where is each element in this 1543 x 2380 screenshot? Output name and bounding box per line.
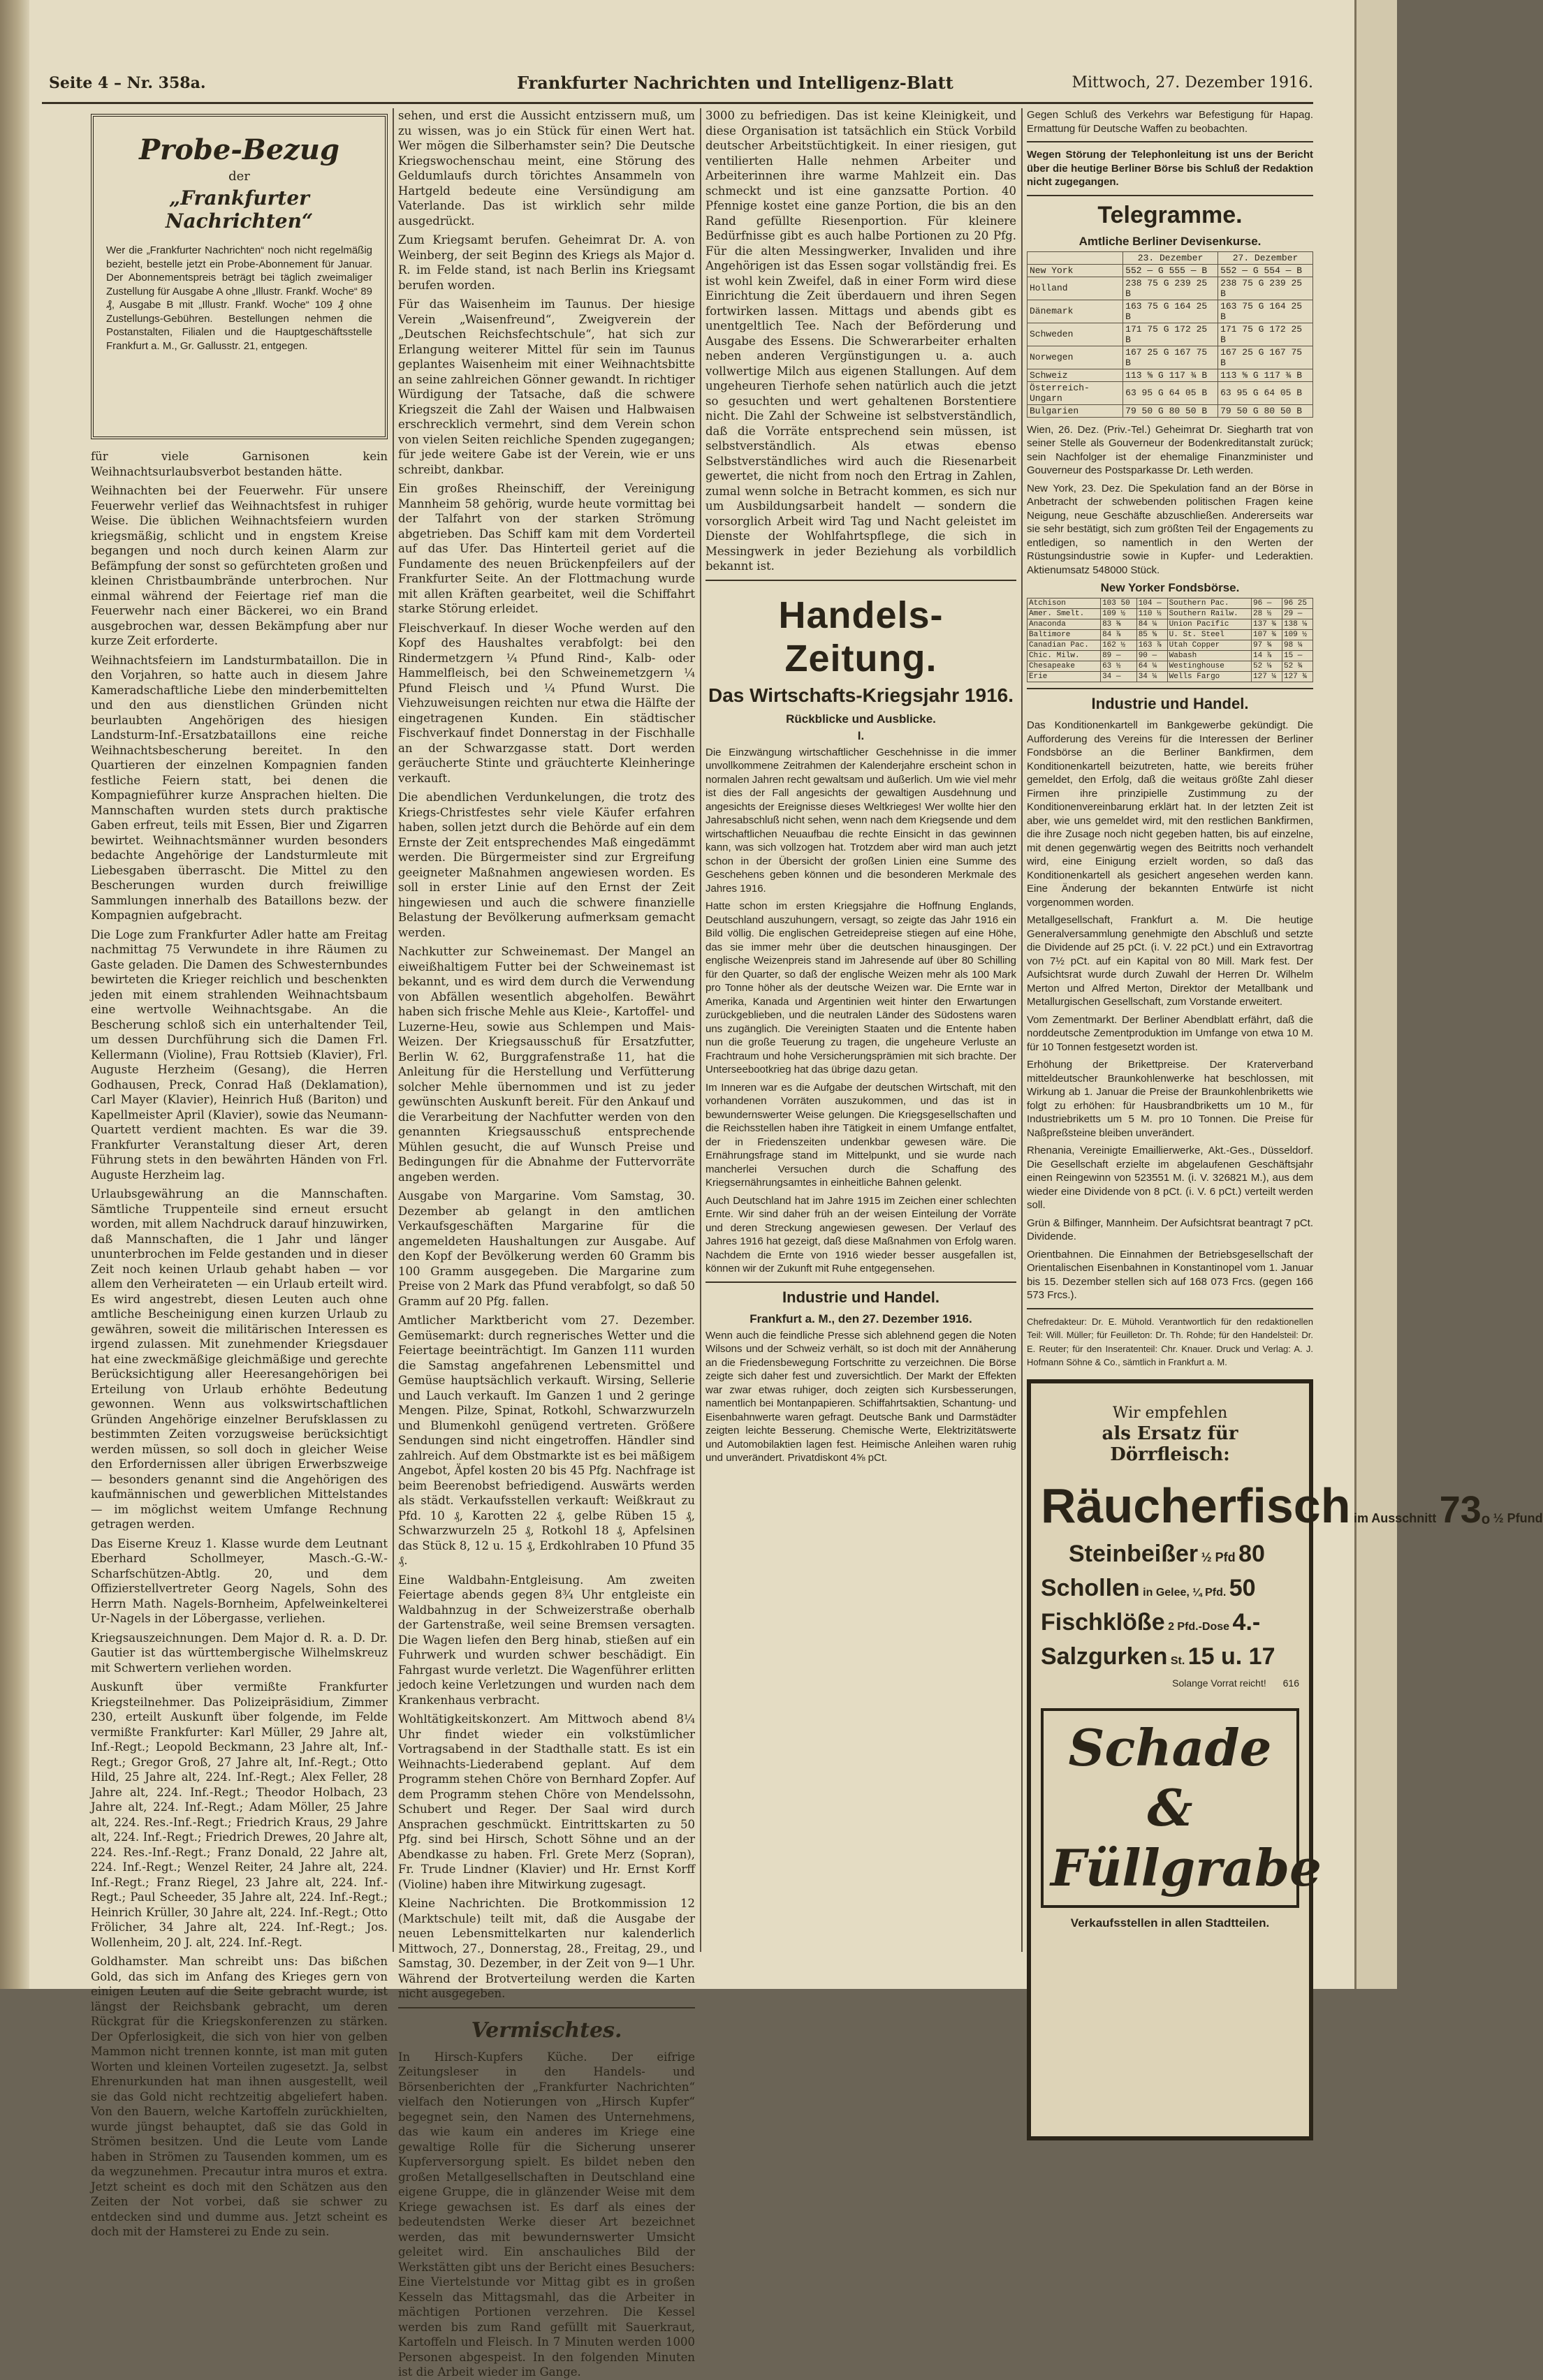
table-cell: Chic. Milw. <box>1028 651 1101 661</box>
editor-credits: Chefredakteur: Dr. E. Mühold. Verantwortlich für den redaktionellen Teil: Will. Müller; für Feuilleton: Dr. Th. Rohde; für den Handelsteil: Dr. E. Reuter; für den Inseratenteil: Chr. Knauer. Druck und Verlag: A. J. Hofmann Söhne & Co., sämtlich in Frankfurt a. M. <box>1027 1316 1313 1367</box>
table-row <box>1028 381 1313 404</box>
table-cell: 83 ⅜ <box>1101 619 1137 630</box>
ad-item: Räucherfisch im Ausschnitt 73ₒ ½ Pfund <box>1041 1478 1543 1533</box>
article-paragraph: Weihnachten bei der Feuerwehr. Für unsere Feuerwehr verlief das Weihnachtsfest in ruhiger Weise. Die üblichen Weihnachtsfeiern wurden kriegsmäßig, schlicht und in engstem Kreise begangen und noch durch keinen Alarm zur Befämpfung der sonst so gefürchteten großen und kleinen Christbaumbrände unterbrochen. Nur einmal während der Feiertage rief man die Feuerwehr nach einer Bäckerei, wo ein Brand ausgebrochen war, dessen Bekämpfung aber nur kurze Zeit erforderte. <box>91 484 388 647</box>
table-cell: 84 ⅞ <box>1101 630 1137 640</box>
masthead: Frankfurter Nachrichten und Intelligenz-Blatt <box>517 73 953 93</box>
table-cell: 79 50 G 80 50 B <box>1123 404 1218 417</box>
ad-item-desc: in Gelee, ¼ Pfd. <box>1143 1586 1227 1599</box>
article-paragraph: Wenn auch die feindliche Presse sich ablehnend gegen die Noten Wilsons und der Schweiz verhält, so ist doch mit der Annäherung an die Friedensbewegung Fortschritte zu verzeichnen. Die Börse zeigte sich daher fest und zuversichtlich. Der Markt der Effekten war zwar etwas ruhiger, doch zeigten sich Kursbesserungen, namentlich bei Montanpapieren. Schiffahrtsaktien, Schantung- und Eisenbahnwerte waren gefragt. Deutsche Bank und Darmstädter zeigten leichte Besserung. Chemische Werte, Elektrizitätswerte und Automobilaktien lagen fest. Heimische Anleihen waren ruhig und unverändert. Privatdiskont 4⅝ pCt. <box>705 1329 1016 1464</box>
section-divider <box>1027 688 1313 689</box>
table-cell: Southern Pac. <box>1167 598 1251 609</box>
article-paragraph: Ausgabe von Margarine. Vom Samstag, 30. Dezember ab gelangt in den amtlichen Verkaufsgeschäften Margarine für die angemeldeten Haushaltungen zur Ausgabe. Auf den Kopf der Bevölkerung werden 60 Gramm bis 100 Gramm ausgegeben. Die Margarine zum Preise von 2 Mark das Pfund verabfolgt, so daß 50 Gramm auf 20 Pfg. fallen. <box>398 1189 695 1308</box>
table-row <box>1028 404 1313 417</box>
table-cell: 167 25 G 167 75 B <box>1218 346 1313 369</box>
article-paragraph: Nachkutter zur Schweinemast. Der Mangel an eiweißhaltigem Futter bei der Schweinemast ist bekannt, und es wird dem durch die Verwendung von Abfällen wesentlich abgeholfen. Bewährt haben sich frische Mehle aus Kleie-, Kartoffel- und Luzerne-Heu, sowie aus Schlempen und Mais-Weizen. Der Kriegsausschuß für Ersatzfutter, Berlin W. 62, Burggrafenstraße 11, hat die Anleitung für die Herstellung und Verfütterung solcher Mehle übernommen und ist zu jeder gewünschten Auskunft bereit. Für den Ankauf und die Verarbeitung der Nachfutter werden von den genannten Kriegsausschuß entsprechende Mühlen gesucht, die auf Wunsch Preise und Bedingungen für die Abnahme der Futtervorräte angeben werden. <box>398 945 695 1184</box>
table-row <box>1028 346 1313 369</box>
table-cell: Anaconda <box>1028 619 1101 630</box>
table-row <box>1028 277 1313 300</box>
table-row <box>1028 300 1313 323</box>
article-paragraph: Vom Zementmarkt. Der Berliner Abendblatt erfährt, daß die norddeutsche Zementproduktion im Umfange von etwa 10 M. für 10 Tonnen festgesetzt worden ist. <box>1027 1013 1313 1053</box>
article-paragraph: Erhöhung der Brikettpreise. Der Kraterverband mitteldeutscher Braunkohlenwerke hat beschlossen, mit Wirkung ab 1. Januar die Preise der Braunkohlenbriketts wie folgt zu erhöhen: für Hausbrandbriketts um 10 M., für Industriebriketts um 5 M. pro 10 Tonnen. Die Preise für Naßpreßsteine bleiben unverändert. <box>1027 1059 1313 1139</box>
table-cell: Wabash <box>1167 651 1251 661</box>
ad-item <box>1041 1643 1299 1670</box>
table-cell: Amer. Smelt. <box>1028 609 1101 619</box>
ad-item-unit: ½ Pfd <box>1201 1550 1236 1564</box>
ad-item-name: Schollen <box>1041 1574 1140 1601</box>
table-cell: 163 75 G 164 25 B <box>1123 300 1218 323</box>
ad-item-price: 50 <box>1229 1574 1256 1601</box>
table-cell: New York <box>1028 264 1123 277</box>
table-row <box>1028 651 1313 661</box>
article-paragraph: Zum Kriegsamt berufen. Geheimrat Dr. A. von Weinberg, der seit Beginn des Kriegs als Major d. R. im Felde stand, ist nach Berlin ins Kriegsamt berufen worden. <box>398 233 695 292</box>
article-paragraph: In Hirsch-Kupfers Küche. Der eifrige Zeitungsleser in den Handels- und Börsenberichten der „Frankfurter Nachrichten“ vielfach den Notierungen von „Hirsch Kupfer“ begegnet sein, den Namen des Unternehmens, das wie kaum ein anderes im Kriege eine gewaltige Rolle für die Sicherung unserer Kupferversorgung spielt. Es bildet neben den großen Metallgesellschaften in Deutschland eine eigene Gruppe, die in glänzender Weise mit dem Kriege gewachsen ist. Es darf als eines der bedeutendsten Werke dieser Art bezeichnet werden, das mit bewundernswerter Umsicht geleitet wird. Ein anschauliches Bild der Werkstätten gibt uns der Bericht eines Besuchers: Eine Viertelstunde vor Mittag gibt es in großen Kesseln das Mittagsmahl, das die Arbeiter in mächtigen Portionen verzehren. Die Kessel werden bis zum Rand gefüllt mit Sauerkraut, Kartoffeln und Fleisch. In 7 Minuten werden 1000 Personen abgespeist. In den folgenden Minuten ist die Arbeit wieder im Gange. <box>398 2050 695 2379</box>
table-cell: U. St. Steel <box>1167 630 1251 640</box>
subscription-paper: „Frankfurter Nachrichten“ <box>165 186 314 233</box>
handels-zeitung-title: Handels-Zeitung. <box>778 594 944 680</box>
section-divider <box>705 580 1016 581</box>
ad-item-price: 4.- <box>1232 1608 1261 1636</box>
ad-subtitle: als Ersatz für Dörrfleisch: <box>1102 1423 1238 1465</box>
article-paragraph: Eine Waldbahn-Entgleisung. Am zweiten Feiertage abends gegen 8¾ Uhr entgleiste ein Waldbahnzug in der Schweizerstraße oberhalb der Gartenstraße, weil seine Bremsen versagten. Die Wagen liefen den Berg hinab, stießen auf ein Fuhrwerk und wurden schwer beschädigt. Ein Fahrgast wurde verletzt. Die Wagenführer erlitten jedoch keine Verletzungen und wurden nach dem Krankenhaus verbracht. <box>398 1573 695 1707</box>
article-paragraph: sehen, und erst die Aussicht entzissern muß, um zu wissen, was jo ein Stück für einen Wert hat. Wer mögen die Silberhamster sein? Die Deutsche Kriegswochenschau meint, eine Störung des Geldumlaufs durch törichtes Ansammeln von Hartgeld bedeute eine Versündigung am Vaterlande. Das ist wirklich sehr milde ausgedrückt. <box>398 109 695 228</box>
table-row <box>1028 640 1313 651</box>
advertisement <box>1027 1379 1543 2140</box>
table-header-row <box>1028 251 1313 264</box>
table-cell: 171 75 G 172 25 B <box>1123 323 1218 346</box>
column-4 <box>1027 108 1543 1952</box>
table-cell: Baltimore <box>1028 630 1101 640</box>
table-cell: 89 — <box>1101 651 1137 661</box>
article-paragraph: Die abendlichen Verdunkelungen, die trotz des Kriegs-Christfestes sehr viele Käufer erfahren haben, sollen jetzt durch die Behörde auf ein dem Ernste der Zeit entsprechendes Maß eingedämmt werden. Die Bürgermeister sind zur Ergreifung geeigneter Maßnahmen angewiesen worden. Es soll in erster Linie auf den Ernst der Zeit hingewiesen und auch die schwere finanzielle Belastung der Bevölkerung aufmerksam gemacht werden. <box>398 791 695 939</box>
table-cell: 109 ½ <box>1282 630 1312 640</box>
ad-item-desc: St. <box>1170 1654 1185 1667</box>
table-cell: Atchison <box>1028 598 1101 609</box>
article-paragraph: 3000 zu befriedigen. Das ist keine Kleinigkeit, und diese Organisation ist tatsächlich ein Stück Vorbild deutscher Arbeitstüchtigkeit. In einer riesigen, gut ventilierten Halle nehmen Arbeiter und Arbeiterinnen ihre warme Mahlzeit ein. Das schmeckt und ist eine ganzsatte Portion. 40 Pfennige kostet eine ganze Portion, die bis an den Rand gefüllte Riesenportion. Für kleinere Bedürfnisse gibt es auch halbe Portionen zu 20 Pfg. Für die alten Messingwerker, Invaliden und ihre Angehörigen ist das Essen sogar vollständig frei. Es ist wohl kein Zweifel, daß in einer Form wird diese Einrichtung die Zeit überdauern und ihren Segen fortwirken lassen. Mittags und abends gibt es unentgeltlich Tee. Nach der Beförderung und Ausgabe des Essens. Die Schwerarbeiter erhalten neben anderen Vergünstigungen u. a. auch vollwertige Milch aus eigenen Stallungen. Auf dem ungeheuren Tierhofe sehen natürlich auch die jetzt so gesuchten und wert gehaltenen Borstentiere nicht. Die Zahl der Schweine ist selbstverständlich, daß die Vorräte entsprechend sein müssen, ist selbstverständlich. Als etwas ebenso Selbstverständliches wird auch die Riesenarbeit gewertet, die nicht from noch den Ertrag in Zahlen, zumal wenn solche in Betracht kommen, es sich nur um Ausbildungsarbeit handelt — sondern die vorsorglich Arbeit wird Tag und Nacht geleistet im Dienste der Wohlfahrtspflege, die sich in Messingwerk in jeder Beziehung als vorbildlich bekannt ist. <box>705 109 1016 573</box>
table-cell: Dänemark <box>1028 300 1123 323</box>
ad-note: Solange Vorrat reicht! <box>1172 1677 1266 1689</box>
column-3 <box>705 108 1016 1952</box>
table-header-cell <box>1028 251 1123 264</box>
ad-item-price: 73 <box>1439 1488 1482 1531</box>
article-paragraph: Metallgesellschaft, Frankfurt a. M. Die heutige Generalversammlung genehmigte den Abschluß und setzte die Dividende auf 25 pCt. (i. V. 22 pCt.) und ein Extravortrag von 7½ pCt. auf ein Kapital von 80 Mill. Mark fest. Der Aufsichtsrat wurde durch Zuwahl der Herren Dr. Wilhelm Merton und Alfred Merton, Direktor der Metallbank und Metallurgischen Gesellschaft, zum Vorstande erweitert. <box>1027 914 1313 1008</box>
table-cell: 162 ½ <box>1101 640 1137 651</box>
table-cell: 34 ¼ <box>1136 672 1167 682</box>
telegramme-title: Telegramme. <box>1097 201 1243 228</box>
article-paragraph: New York, 23. Dez. Die Spekulation fand an der Börse in Anbetracht der schwebenden politischen Fragen keine Neigung, neue Geschäfte abzuschließen. Andererseits war sie sehr bestätigt, sich zum größten Teil der Engagements zu entledigen, so namentlich in den Werten der Rüstungsindustrie sowie in Kupfer- und Lederaktien. Aktienumsatz 548000 Stück. <box>1027 482 1313 576</box>
dateline: Frankfurt a. M., den 27. Dezember 1916. <box>749 1312 972 1325</box>
table-cell: 552 — G 554 — B <box>1218 264 1313 277</box>
table-cell: 98 ¼ <box>1282 640 1312 651</box>
page-header <box>42 70 1313 98</box>
fx-table <box>1027 251 1313 418</box>
table-row <box>1028 619 1313 630</box>
table-cell: 28 ½ <box>1252 609 1282 619</box>
article-paragraph: Rhenania, Vereinigte Emaillierwerke, Akt.-Ges., Düsseldorf. Die Gesellschaft erzielte im abgelaufenen Geschäftsjahr einen Reingewinn von 523551 M. (i. V. 326821 M.), aus dem wieder eine Dividende von 8 pCt. (i. V. 6 pCt.) verteilt werden soll. <box>1027 1145 1313 1211</box>
ad-item-name: Räucherfisch <box>1041 1478 1351 1533</box>
article-paragraph: Weihnachtsfeiern im Landsturmbataillon. Die in den Vorjahren, so hatte auch in diesem Jahre Kameradschaftliche Liebe den minderbemittelten und den aus dienstlichen Gründen nicht beurlaubten Angehörigen des hiesigen Landsturm-Inf.-Ersatzbataillons eine reiche Weihnachtsbescherung bereitet. In den Quartieren der einzelnen Kompagnien fanden festliche Feiern statt, bei denen die Kompagnieführer kurze Ansprachen hielten. Die Mannschaften wurden stets durch praktische Gaben erfreut, teils mit Essen, Bier und Zigarren bewirtet. Weihnachtsmänner wurden besonders bedachte Angehörige der Landsturmleute mit Liebesgaben überrascht. Die Mittel zu den Bescherungen wurden durch freiwillige Sammlungen innerhalb des Bataillons bezw. der Kompagnien aufgebracht. <box>91 653 388 922</box>
ad-footer: Verkaufsstellen in allen Stadtteilen. <box>1070 1916 1270 1930</box>
section-title-industrie: Industrie und Handel. <box>1091 695 1249 712</box>
column-rule <box>1021 108 1023 1952</box>
table-cell: 167 25 G 167 75 B <box>1123 346 1218 369</box>
ad-intro: Wir empfehlen <box>1112 1404 1228 1422</box>
table-cell: Westinghouse <box>1167 661 1251 672</box>
article-paragraph: Das Konditionenkartell im Bankgewerbe gekündigt. Die Aufforderung des Vereins für die Interessen der Berliner Fondsbörse an die Berliner Bankfirmen, dem Konditionenkartell beizutreten, hatte, wie bereits früher gemeldet, den Erfolg, daß die weitaus größte Zahl dieser Firmen ihre prinzipielle Zustimmung zu der Konditionenvereinbarung erklärt hat. In der letzten Zeit ist aber, wie uns gemeldet wird, mit den restlichen Bankfirmen, die ihre Zusage noch nicht gegeben hatten, bis auf einzelne, mit denen gegenwärtig wegen des Beitritts noch verhandelt wird, eine Einigung erzielt worden, so daß das Konditionenkartell als gesichert angesehen werden kann. Eine Änderung der bekannten Entwürfe ist nicht vorgenommen worden. <box>1027 719 1313 909</box>
ad-code: 616 <box>1282 1677 1299 1689</box>
subscription-der: der <box>228 169 250 184</box>
article-subheadline: Rückblicke und Ausblicke. <box>786 712 936 726</box>
table-cell: 34 — <box>1101 672 1137 682</box>
table-row <box>1028 323 1313 346</box>
table-cell: 113 ⅝ G 117 ¾ B <box>1123 369 1218 381</box>
ad-item-unit: ½ Pfund <box>1493 1511 1543 1525</box>
ad-item <box>1041 1575 1299 1602</box>
ad-shop-name: Schade & Füllgrabe <box>1041 1708 1299 1908</box>
ad-item-name: Fischklöße <box>1041 1608 1165 1636</box>
ad-item-price: 80 <box>1238 1540 1265 1567</box>
table-cell: 63 95 G 64 05 B <box>1123 381 1218 404</box>
table-cell: 96 25 <box>1282 598 1312 609</box>
table-cell: Holland <box>1028 277 1123 300</box>
article-paragraph: Auch Deutschland hat im Jahre 1915 im Zeichen einer schlechten Ernte. Wir sind daher früh an der weisen Einteilung der Vorräte und deren Streckung angewiesen gewesen. Der Verlauf des Jahres 1916 hat gezeigt, daß diese Maßnahmen von Erfolg waren. Nachdem die Ernte von 1916 wieder besser ausgefallen ist, können wir der Zukunft mit Ruhe entgegensehen. <box>705 1194 1016 1275</box>
table-cell: 127 ¼ <box>1252 672 1282 682</box>
table-cell: 79 50 G 80 50 B <box>1218 404 1313 417</box>
table-cell: 52 ¾ <box>1282 661 1312 672</box>
table-cell: 137 ¾ <box>1252 619 1282 630</box>
table-cell: 104 — <box>1136 598 1167 609</box>
article-paragraph: Fleischverkauf. In dieser Woche werden auf den Kopf des Haushaltes verabfolgt: bei den Rindermetzgern ¼ Pfund Rind-, Kalb- oder Hammelfleisch, bei den Schweinemetzgern ¼ Pfund Fleisch und ¼ Pfund Wurst. Die Viehzuweisungen reichten nur etwa die Hälfte der eingetragenen Kunden. Ein städtischer Fischverkauf findet Donnerstag in der Fischhalle an der Schwarzgasse statt. Dort werden geräucherte Stinte und gräuchterte Kleinheringe verkauft. <box>398 621 695 785</box>
article-paragraph: Urlaubsgewährung an die Mannschaften. Sämtliche Truppenteile sind erneut ersucht worden, mit allem Nachdruck darauf hinzuwirken, daß Mannschaften, die 1 Jahr und länger ununterbrochen im Felde gestanden und in dieser Zeit noch keinen Urlaub gehabt haben — vor allem den Verheirateten — ein Urlaub erteilt wird. Es wird angestrebt, diesen Leuten auch ohne amtliche Bescheinigung einen kurzen Urlaub zu gewähren, soweit die militärischen Interessen es irgend zulassen. Mit zunehmender Kriegsdauer hat eine zweckmäßige gleichmäßige und gerechte Berücksichtigung aller Heeresangehörigen bei Erteilung von Urlaub erhöhte Bedeutung gewonnen. Wenn aus volkswirtschaftlichen Gründen Angehörige einzelner Berufsklassen zu bestimmten Zeiten vorzugsweise berücksichtigt werden müssen, so soll doch in gleicher Weise den Erfordernissen aller übrigen Erwerbszweige — besonders genannt sind die Angehörigen des kaufmännischen und gewerblichen Mittelstandes — im möglichst weitem Umfange Rechnung getragen werden. <box>91 1187 388 1531</box>
table-row <box>1028 661 1313 672</box>
article-paragraph: Goldhamster. Man schreibt uns: Das bißchen Gold, das sich im Anfang des Krieges gern von einigen Leuten auf die Seite gebracht wurde, ist längst der Reichsbank gebracht, um deren Rückgrat für die Kriegskonferenzen zu stärken. Der Opferlosigkeit, die sich von hier von gelben Mammon nicht trennen konnte, ist man mit guten Worten und kleinen Vorteilen zugesetzt. Ja, selbst Ehrenurkunden hat man ihnen ausgestellt, weil sie das Gold nicht rechtzeitig abgeliefert haben. Von den Bauern, welche Kartoffeln zurückhielten, wurde jüngst behauptet, daß sie das Gold in Strömen besitzen. Und die Leute vom Lande haben in Strömen zu Tausenden kommen, um es da wegzunehmen. Precautur intra muros et extra. Jetzt scheint es doch mit den Schätzen aus den Zeiten der Not vorbei, daß sie schwer zu entdecken sind und dumme aus. Jetzt scheint es doch mit der Hamsterei zu Ende zu sein. <box>91 1955 388 2238</box>
ad-item <box>1041 1541 1299 1568</box>
ny-table <box>1027 598 1313 682</box>
table-cell: 171 75 G 172 25 B <box>1218 323 1313 346</box>
subscription-title: Probe-Bezug <box>139 133 339 166</box>
table-row <box>1028 630 1313 640</box>
table-cell: Canadian Pac. <box>1028 640 1101 651</box>
subscription-text: Wer die „Frankfurter Nachrichten“ noch nicht regelmäßig bezieht, bestelle jetzt ein Probe-Abonnement für Januar. Der Abonnementspreis beträgt bei täglich zweimaliger Zustellung für Ausgabe A ohne „Illustr. Frankf. Woche“ 89 ₰, Ausgabe B mit „Illustr. Frankf. Woche“ 109 ₰ ohne Zustellungs-Gebühren. Bestellungen nehmen die Postanstalten, Filialen und die Hauptgeschäftsstelle Frankfurt a. M., Gr. Gallusstr. 21, entgegen. <box>106 244 372 352</box>
table-cell: Österreich-Ungarn <box>1028 381 1123 404</box>
table-cell: 107 ¾ <box>1252 630 1282 640</box>
table-cell: 84 ¼ <box>1136 619 1167 630</box>
ad-item-price: 15 u. 17 <box>1187 1643 1275 1670</box>
table-cell: Southern Railw. <box>1167 609 1251 619</box>
article-paragraph: Das Eiserne Kreuz 1. Klasse wurde dem Leutnant Eberhard Schollmeyer, Masch.-G.-W.-Scharfschützen-Abtlg. 20, und dem Offizierstellvertreter Georg Nagels, Sohn des Herrn Math. Nagels-Bornheim, Apfelweinkelterei Ur-Nagels in der Löbergasse, verliehen. <box>91 1536 388 1625</box>
table-cell: Schweiz <box>1028 369 1123 381</box>
ad-item-desc: 2 Pfd.-Dose <box>1168 1620 1230 1633</box>
column-rule <box>700 108 701 1952</box>
article-headline: Das Wirtschafts-Kriegsjahr 1916. <box>708 684 1014 706</box>
table-cell: 52 ⅛ <box>1252 661 1282 672</box>
table-cell: 97 ¾ <box>1252 640 1282 651</box>
column-2 <box>398 108 695 2379</box>
article-paragraph: Kriegsauszeichnungen. Dem Major d. R. a. D. Dr. Gautier ist das württembergische Wilhelmskreuz mit Schwertern verliehen worden. <box>91 1631 388 1675</box>
article-paragraph: Orientbahnen. Die Einnahmen der Betriebsgesellschaft der Orientalischen Eisenbahnen in Konstantinopel vom 1. Januar bis 15. Dezember stellen sich auf 168 073 Frcs. (gegen 166 573 Frcs.). <box>1027 1248 1313 1301</box>
table-cell: 127 ¾ <box>1282 672 1312 682</box>
table-header-cell: 27. Dezember <box>1218 251 1313 264</box>
table-row <box>1028 598 1313 609</box>
column-rule <box>393 108 394 1952</box>
table-cell: 63 95 G 64 05 B <box>1218 381 1313 404</box>
article-paragraph: Im Inneren war es die Aufgabe der deutschen Wirtschaft, mit den vorhandenen Vorräten auszukommen, und das ist in bewundernswerter Weise gelungen. Die Kriegsgesellschaften und die Reichsstellen haben ihre Tätigkeit in einem Umfange entfaltet, der in Friedenszeiten undenkbar gewesen wäre. Die Ernährungsfrage stand im Mittelpunkt, und sie wurde nach mancherlei Versuchen durch die Schaffung des Kriegsernährungsamtes in einheitliche Bahnen gelenkt. <box>705 1081 1016 1189</box>
table-cell: Norwegen <box>1028 346 1123 369</box>
ad-note-row <box>1041 1677 1299 1689</box>
article-part-number: I. <box>857 728 865 742</box>
article-paragraph: für viele Garnisonen kein Weihnachtsurlaubsverbot bestanden hätte. <box>91 450 388 478</box>
table-cell: Union Pacific <box>1167 619 1251 630</box>
article-paragraph: Amtlicher Marktbericht vom 27. Dezember. Gemüsemarkt: durch regnerisches Wetter und die Feiertage beeinträchtigt. Im Ganzen 111 wurden die Samstag angefahrenen Lebensmittel und Gemüse hauptsächlich verkauft. Wirsing, Sellerie und Lauch verkauft. Im Ganzen 1 und 2 geringe Mengen. Pilze, Spinat, Rotkohl, Schwarzwurzeln und Blumenkohl genügend vertreten. Größere Sendungen sind nicht eingetroffen. Händler sind zahlreich. Auf dem Obstmarkte ist es bei mäßigem Angebot, Äpfel kosten 20 bis 45 Pfg. Nachfrage ist beim Beerenobst befriedigend. Auswärts werden als städt. Verkaufsstellen verkauft: Weißkraut zu Pfd. 10 ₰, Karotten 22 ₰, gelbe Rüben 15 ₰, Schwarzwurzeln 25 ₰, Rotkohl 18 ₰, Apfelsinen das Stück 8, 12 u. 15 ₰, Erdkohlraben 10 Pfund 35 ₰. <box>398 1314 695 1567</box>
table-row <box>1028 609 1313 619</box>
table-cell: 110 ½ <box>1136 609 1167 619</box>
table-cell: 552 — G 555 — B <box>1123 264 1218 277</box>
article-paragraph: Die Einzwängung wirtschaftlicher Geschehnisse in die immer unvollkommene Zeitrahmen der Kalenderjahre erscheint schon in normalen Jahren recht gewaltsam und äußerlich. Um wie viel mehr ist dies der Fall angesichts der gewaltigen Ausdehnung und angesichts der Ereignisse dieses Weltkrieges! Wer wollte hier den Jahresabschluß nicht sehen, wenn nach dem Kriegsende und dem wirtschaftlichen Neuaufbau die rechte Einsicht in das gewinnen kann, was sich vollzogen hat. Trotzdem aber wird man auch jetzt schon in der Übersicht der großen Linien eine Summe des Geschehens geben können und die besonderen Merkmale des Jahres 1916. <box>705 746 1016 895</box>
article-paragraph: Wien, 26. Dez. (Priv.-Tel.) Geheimrat Dr. Siegharth trat von seiner Stelle als Gouverneur der Bodenkreditanstalt zurück; sein Nachfolger ist der ehemalige Finanzminister und Gouverneur des Postsparkasse Dr. Leth werden. <box>1027 423 1313 476</box>
ad-item-desc: im Ausschnitt <box>1353 1511 1437 1525</box>
ad-item-name: Steinbeißer <box>1069 1540 1199 1567</box>
table-cell: Schweden <box>1028 323 1123 346</box>
column-1 <box>91 108 388 2238</box>
section-title-vermischtes: Vermischtes. <box>471 2018 622 2043</box>
page-number: Seite 4 – Nr. 358a. <box>49 74 206 92</box>
table-cell: 238 75 G 239 25 B <box>1218 277 1313 300</box>
table-cell: Wells Fargo <box>1167 672 1251 682</box>
article-paragraph: Ein großes Rheinschiff, der Vereinigung Mannheim 58 gehörig, wurde heute vormittag bei der Talfahrt von der starken Strömung abgetrieben. Das Schiff kam mit dem Vorderteil auf das Ufer. Das Hinterteil geriet auf die Fundamente des neuen Brückenpfeilers auf der Frankfurter Seite. An der Flottmachung wurde mit allen Kräften gearbeitet, weil die Schiffahrt starke Störung erleidet. <box>398 482 695 615</box>
section-title-industrie: Industrie und Handel. <box>782 1288 939 1306</box>
article-paragraph: Gegen Schluß des Verkehrs war Befestigung für Hapag. Ermattung für Deutsche Waffen zu beobachten. <box>1027 109 1313 135</box>
article-paragraph: Wohltätigkeitskonzert. Am Mittwoch abend 8¼ Uhr findet wieder ein volkstümlicher Vortragsabend in der Stadthalle statt. Es ist ein Weihnachts-Liederabend geplant. Auf dem Programm stehen Chöre von Bernhard Zopfer. Auf dem Programm stehen Chöre von Mendelssohn, Schubert und Reger. Der Saal wird durch Ansprachen geschmückt. Eintrittskarten zu 50 Pfg. sind bei Hirsch, Schott Söhne und an der Abendkasse zu haben. Frl. Grete Merz (Sopran), Fr. Trude Lindner (Klavier) und Hr. Ernst Korff (Violine) haben ihre Mitwirkung zugesagt. <box>398 1712 695 1891</box>
table-cell: 113 ⅝ G 117 ¾ B <box>1218 369 1313 381</box>
table-cell: 63 ½ <box>1101 661 1137 672</box>
ad-item-name: Salzgurken <box>1041 1643 1168 1670</box>
table-cell: 103 50 <box>1101 598 1137 609</box>
table-cell: 238 75 G 239 25 B <box>1123 277 1218 300</box>
table-cell: 15 — <box>1282 651 1312 661</box>
section-divider <box>398 2007 695 2008</box>
table-cell: Erie <box>1028 672 1101 682</box>
table-cell: 109 ½ <box>1101 609 1137 619</box>
table-row <box>1028 369 1313 381</box>
ad-item <box>1041 1609 1299 1636</box>
table-cell: Utah Copper <box>1167 640 1251 651</box>
table-cell: 163 75 G 164 25 B <box>1218 300 1313 323</box>
table-row <box>1028 264 1313 277</box>
fx-table-title: Amtliche Berliner Devisenkurse. <box>1078 234 1262 248</box>
section-divider <box>1027 195 1313 196</box>
notice-paragraph: Wegen Störung der Telephonleitung ist uns der Bericht über die heutige Berliner Börse bis Schluß der Redaktion nicht zugegangen. <box>1027 149 1313 188</box>
left-page-edge <box>0 0 29 1989</box>
table-cell: 85 ⅝ <box>1136 630 1167 640</box>
article-paragraph: Hatte schon im ersten Kriegsjahre die Hoffnung Englands, Deutschland auszuhungern, versagt, so zeigte das Jahr 1916 ein Bild völlig. Die englischen Getreidepreise stiegen auf eine Höhe, das sie immer mehr über die deutschen hinausgingen. Der englische Weizenpreis stand im Jahresende auf über 80 Schilling für den Quarter, so daß der englische Weizen mehr als 100 Mark pro Tonne höher als der deutsche Weizen war. Die Ernte war in Amerika, Kanada und Argentinien weit hinter den Erwartungen zurückgeblieben, und die neutralen Länder des Südostens waren uns zugänglich. Die Vereinigten Staaten und die Entente haben nun die große Teuerung zu tragen, die ungeheure Verluste an Frachtraum und hohe Versicherungsprämien mit sich brachte. Der Unterseebootkrieg hat das übrige dazu getan. <box>705 900 1016 1075</box>
issue-date: Mittwoch, 27. Dezember 1916. <box>1072 74 1313 91</box>
ny-table-title: New Yorker Fondsbörse. <box>1100 581 1240 594</box>
article-paragraph: Kleine Nachrichten. Die Brotkommission 12 (Marktschule) teilt mit, daß die Ausgabe der neuen Lebensmittelkarten nur kalenderlich Mittwoch, 27., Donnerstag, 28., Freitag, 29., und Samstag, 30. Dezember, in der Zeit von 9—1 Uhr. Während der Brotverteilung werden die Karten nicht ausgegeben. <box>398 1897 695 2000</box>
article-paragraph: Für das Waisenheim im Taunus. Der hiesige Verein „Waisenfreund“, Zweigverein der „Deutschen Reichsfechtschule“, hat sich zur Erlangung weiterer Mittel für sein im Taunus geplantes Waisenheim mit einer Weihnachtsbitte an seine zahlreichen Gönner gewandt. In richtiger Würdigung der Tatsache, daß die schwere Kriegszeit die Zahl der Waisen und Halbwaisen erschrecklich vermehrt, sind dem Verein schon von vielen Seiten reichliche Spenden zugegangen; für jede weitere Gabe ist der Verein, wie er uns schreibt, dankbar. <box>398 298 695 476</box>
article-paragraph: Grün & Bilfinger, Mannheim. Der Aufsichtsrat beantragt 7 pCt. Dividende. <box>1027 1217 1313 1242</box>
section-divider <box>705 1281 1016 1283</box>
table-cell: 64 ¼ <box>1136 661 1167 672</box>
table-cell: 138 ⅛ <box>1282 619 1312 630</box>
table-cell: 90 — <box>1136 651 1167 661</box>
table-cell: 29 — <box>1282 609 1312 619</box>
section-divider <box>1027 141 1313 142</box>
section-divider <box>1027 1308 1313 1309</box>
right-page-edge <box>1354 0 1397 1989</box>
table-cell: Bulgarien <box>1028 404 1123 417</box>
table-cell: Chesapeake <box>1028 661 1101 672</box>
header-rule <box>42 102 1313 104</box>
table-header-cell: 23. Dezember <box>1123 251 1218 264</box>
article-paragraph: Die Loge zum Frankfurter Adler hatte am Freitag nachmittag 75 Verwundete in ihre Räumen zu Gaste geladen. Die Damen des Schwesternbundes bewirteten die Krieger reichlich und beschenkten jeden mit einem strahlenden Weihnachtsbaum eine wertvolle Weihnachtsgabe. An die Bescherung schloß sich ein unterhaltender Teil, um dessen Durchführung sich die Damen Frl. Kellermann (Violine), Frau Rottsieb (Klavier), Frl. Auguste Herzheim (Gesang), die Herren Godhausen, Preck, Conrad Haß (Deklamation), Carl Mayer (Klavier), Heinrich Huß (Bariton) und Kapellmeister April (Klavier), sowie das Neumann-Quartett verdient machten. Es war die 39. Frankfurter Veranstaltung dieser Art, deren Führung stets in den bewährten Händen von Frl. Auguste Herzheim lag. <box>91 927 388 1182</box>
table-row <box>1028 672 1313 682</box>
table-cell: 96 — <box>1252 598 1282 609</box>
article-paragraph: Auskunft über vermißte Frankfurter Kriegsteilnehmer. Das Polizeipräsidium, Zimmer 230, erteilt Auskunft über folgende, im Felde vermißte Frankfurter: Karl Müller, 29 Jahre alt, Inf.-Regt.; Leopold Beckmann, 23 Jahre alt, Inf.-Regt.; Gregor Groß, 27 Jahre alt, Inf.-Regt.; Otto Hild, 25 Jahre alt, 224. Inf.-Regt.; Alex Feller, 28 Jahre alt, 224. Inf.-Regt.; Theodor Holbach, 23 Jahre alt, 224. Inf.-Regt.; Adam Möller, 25 Jahre alt, 224. Res.-Inf.-Regt.; Friedrich Kraus, 29 Jahre alt, 224. Inf.-Regt.; Friedrich Drewes, 20 Jahre alt, 224. Res.-Inf.-Regt.; Franz Donald, 22 Jahre alt, 224. Inf.-Regt.; Wenzel Reiter, 24 Jahre alt, 224. Inf.-Regt.; Franz Riegel, 23 Jahre alt, 224. Inf.-Regt.; Paul Scheeder, 35 Jahre alt, 224. Inf.-Regt.; Heinrich Krüller, 30 Jahre alt, 224. Inf.-Regt.; Otto Frölicher, 34 Jahre alt, 224. Inf.-Regt.; Jos. Wollenheim, 20 J. alt, 224. Inf.-Regt. <box>91 1680 388 1949</box>
subscription-box <box>91 114 388 439</box>
table-cell: 14 ⅞ <box>1252 651 1282 661</box>
table-cell: 163 ⅞ <box>1136 640 1167 651</box>
